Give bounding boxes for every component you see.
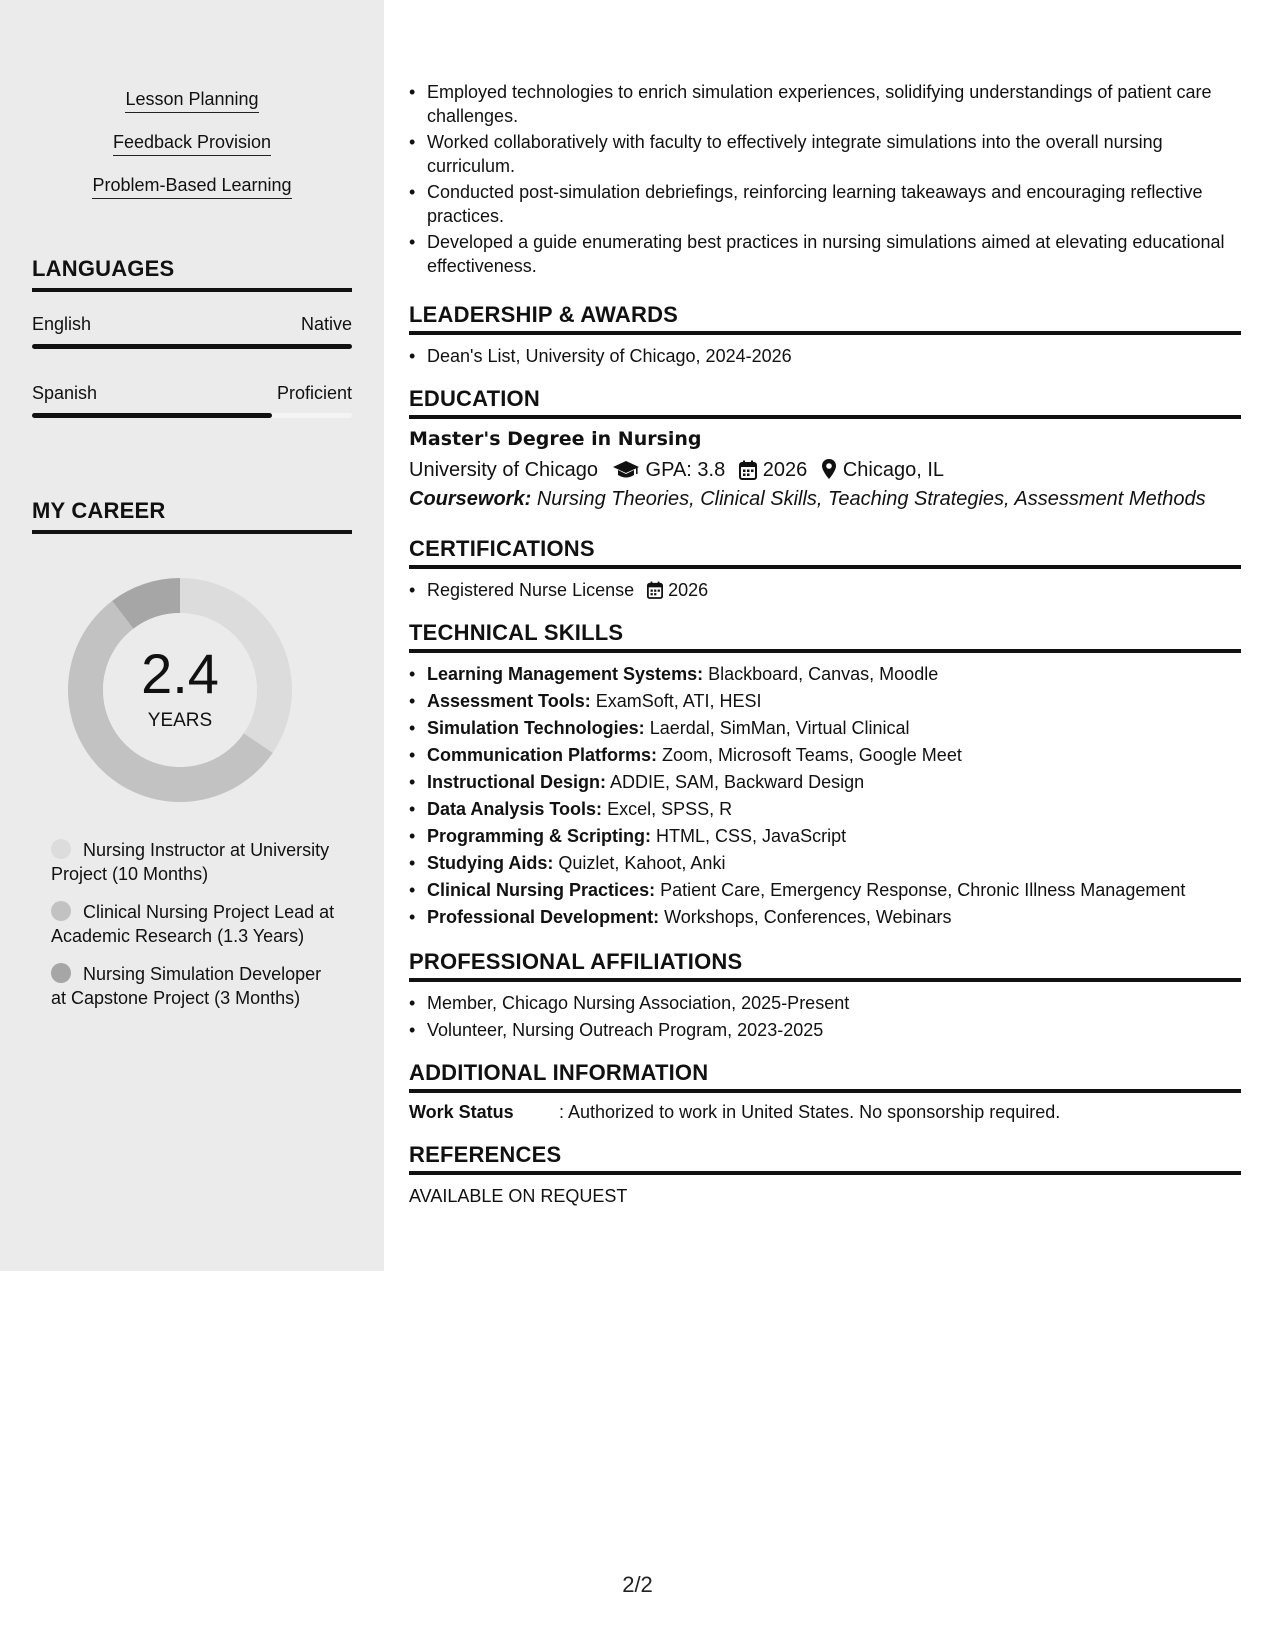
experience-bullets (409, 80, 1241, 278)
list-item (427, 689, 1241, 713)
career-item (51, 900, 341, 948)
leadership-list (409, 344, 1241, 368)
references-text: AVAILABLE ON REQUEST (409, 1186, 628, 1206)
coursework-value: Nursing Theories, Clinical Skills, Teaching Strategies, Assessment Methods (536, 488, 1206, 510)
list-item: • Developed a guide enumerating best practices in nursing simulations aimed at elevating educational effectiveness. (427, 230, 1241, 278)
skill-category: Assessment Tools: (427, 691, 591, 711)
language-name: Spanish (32, 383, 98, 403)
language-row (32, 383, 352, 404)
skill-category: Learning Management Systems: (427, 664, 704, 684)
affiliations-heading: PROFESSIONAL AFFILIATIONS (409, 949, 1241, 982)
work-status-value: : Authorized to work in United States. No sponsorship required. (559, 1102, 1061, 1122)
graduation-cap-icon (604, 459, 646, 481)
skill-values: Zoom, Microsoft Teams, Google Meet (662, 745, 962, 765)
career-item-label: Clinical Nursing Project Lead at Academic Research (1.3 Years) (51, 902, 335, 946)
school-location: Chicago, IL (842, 459, 944, 481)
references-heading: REFERENCES (409, 1142, 1241, 1175)
school-name: University of Chicago (409, 459, 598, 481)
skill-tag: Lesson Planning (125, 88, 258, 113)
list-item (427, 905, 1241, 929)
gpa: GPA: 3.8 (645, 459, 726, 481)
degree-title: Master's Degree in Nursing (409, 428, 702, 450)
legend-dot (51, 901, 71, 921)
list-item (427, 743, 1241, 767)
skill-values: Patient Care, Emergency Response, Chronic Illness Management (660, 880, 1186, 900)
career-legend (51, 838, 341, 1024)
technical-skills-list (409, 662, 1241, 929)
list-item (427, 770, 1241, 794)
list-item: • Volunteer, Nursing Outreach Program, 2023-2025 (427, 1018, 1241, 1042)
certifications-heading: CERTIFICATIONS (409, 536, 1241, 569)
skill-category: Programming & Scripting: (427, 826, 652, 846)
work-status (409, 1102, 1241, 1123)
skill-values: Excel, SPSS, R (607, 799, 733, 819)
career-item (51, 962, 341, 1010)
skill-category: Data Analysis Tools: (427, 799, 603, 819)
map-pin-icon (813, 459, 843, 481)
coursework-label: Coursework: (409, 488, 532, 510)
list-item (427, 662, 1241, 686)
page-number: 2/2 (622, 1572, 653, 1597)
list-item: • Dean's List, University of Chicago, 2024-2026 (427, 344, 1241, 368)
skill-category: Professional Development: (427, 907, 660, 927)
legend-dot (51, 839, 71, 859)
career-unit: YEARS (147, 710, 213, 731)
certifications-list (409, 578, 1241, 602)
career-item-label: Nursing Instructor at University Project (10 Months) (51, 840, 330, 884)
skill-category: Communication Platforms: (427, 745, 658, 765)
list-item (427, 578, 1241, 602)
skill-tag: Feedback Provision (113, 131, 271, 156)
skill-values: ADDIE, SAM, Backward Design (610, 772, 865, 792)
language-row (32, 314, 352, 335)
skill-category: Studying Aids: (427, 853, 554, 873)
list-item (427, 824, 1241, 848)
sidebar (0, 0, 384, 1271)
language-bar (32, 344, 352, 349)
certification-year: 2026 (668, 580, 709, 600)
language-name: English (32, 314, 92, 334)
list-item (427, 851, 1241, 875)
list-item: • Member, Chicago Nursing Association, 2025-Present (427, 991, 1241, 1015)
skill-category: Instructional Design: (427, 772, 607, 792)
skill-category: Clinical Nursing Practices: (427, 880, 656, 900)
list-item (427, 797, 1241, 821)
technical-skills-heading: TECHNICAL SKILLS (409, 620, 1241, 653)
language-bar-fill (32, 344, 352, 349)
skill-values: Laerdal, SimMan, Virtual Clinical (649, 718, 910, 738)
list-item (427, 878, 1241, 902)
graduation-year: 2026 (762, 459, 808, 481)
career-item (51, 838, 341, 886)
skill-category: Simulation Technologies: (427, 718, 645, 738)
list-item: • Worked collaboratively with faculty to effectively integrate simulations into the overall nursing curriculum. (427, 130, 1241, 178)
work-status-label: Work Status (409, 1102, 514, 1122)
education-heading: EDUCATION (409, 386, 1241, 419)
coursework (409, 488, 1241, 511)
skill-values: HTML, CSS, JavaScript (656, 826, 847, 846)
career-total: 2.4 (141, 642, 219, 705)
legend-dot (51, 963, 71, 983)
calendar-icon (647, 580, 663, 600)
list-item: • Conducted post-simulation debriefings, reinforcing learning takeaways and encouraging reflective practices. (427, 180, 1241, 228)
calendar-icon (731, 459, 763, 481)
career-heading: MY CAREER (32, 498, 352, 534)
certification-name: Registered Nurse License (427, 580, 635, 600)
language-bar (32, 413, 352, 418)
skill-values: Quizlet, Kahoot, Anki (558, 853, 726, 873)
list-item (427, 716, 1241, 740)
language-level: Native (300, 314, 352, 334)
career-item-label: Nursing Simulation Developer at Capstone Project (3 Months) (51, 964, 322, 1008)
skill-tag: Problem-Based Learning (92, 174, 291, 199)
additional-info-heading: ADDITIONAL INFORMATION (409, 1060, 1241, 1093)
languages-heading: LANGUAGES (32, 256, 352, 292)
skill-tags (0, 88, 384, 217)
skill-values: Blackboard, Canvas, Moodle (708, 664, 939, 684)
education-details (409, 456, 1241, 484)
language-bar-fill (32, 413, 272, 418)
affiliations-list (409, 991, 1241, 1042)
skill-values: Workshops, Conferences, Webinars (664, 907, 952, 927)
skill-values: ExamSoft, ATI, HESI (595, 691, 762, 711)
leadership-heading: LEADERSHIP & AWARDS (409, 302, 1241, 335)
list-item: • Employed technologies to enrich simulation experiences, solidifying understandings of patient care challenges. (427, 80, 1241, 128)
language-level: Proficient (276, 383, 352, 403)
